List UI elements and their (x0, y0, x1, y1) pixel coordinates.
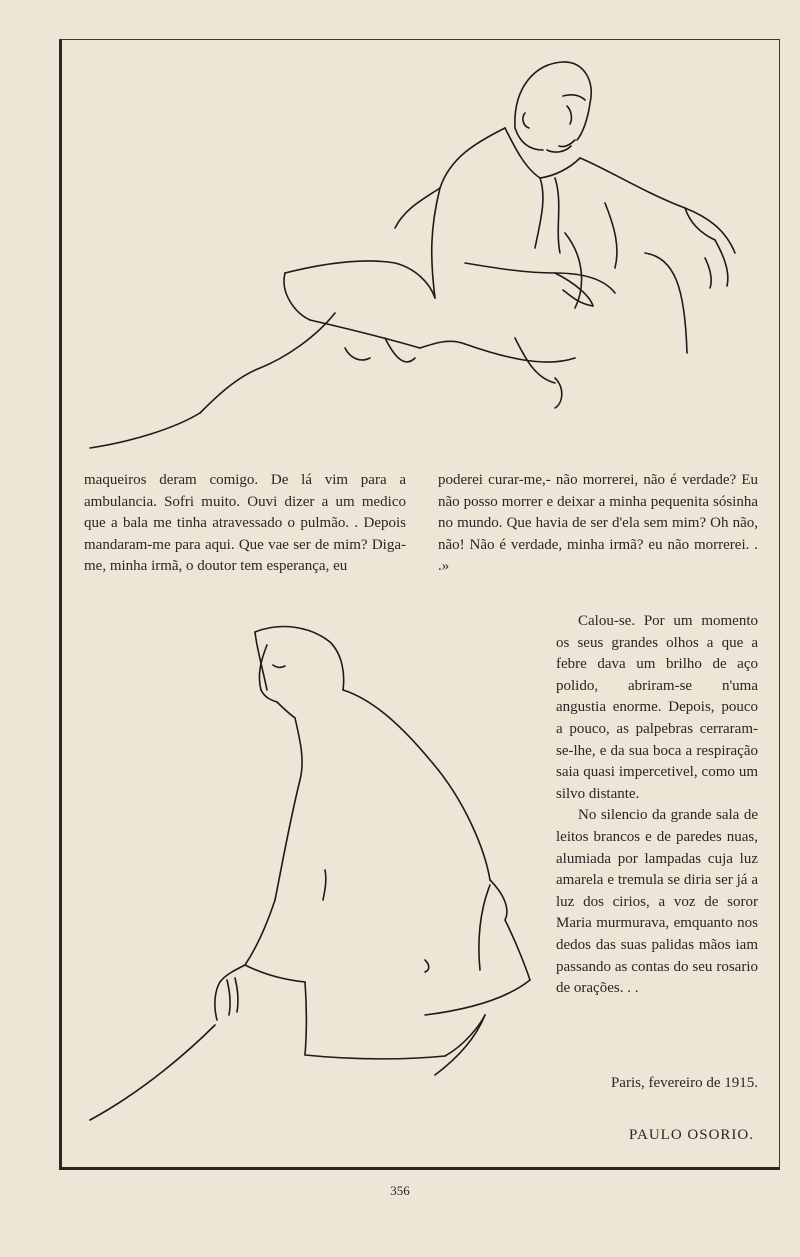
article-column-left (84, 470, 406, 578)
illustration-kneeling-nun (85, 620, 535, 1125)
article-column-narrow (556, 611, 758, 1000)
dateline: Paris, fevereiro de 1915. (610, 1075, 758, 1091)
article-paragraph: Calou-se. Por um momento os seus grandes olhos a que a febre dava um brilho de aço polido, abriram-se n'uma angustia enorme. Depois, pouco a pouco, as palpebras cerraram-se-lhe, e da sua boca a respiração saia quasi impercetivel, como um silvo distante. (556, 613, 758, 802)
author-signature: PAULO OSORIO. (629, 1127, 754, 1143)
page-number: 356 (390, 1183, 410, 1198)
article-column-right (438, 470, 758, 578)
article-paragraph: No silencio da grande sala de leitos brancos e de paredes nuas, alumiada por lampadas cuja luz amarela e tremula se diria ser já a luz dos cirios, a voz de soror Maria murmurava, emquanto nos dedos das suas palidas mãos iam passando as contas do seu rosario de orações. . . (556, 807, 758, 997)
article-paragraph: maqueiros deram comigo. De lá vim para a ambulancia. Sofri muito. Ouvi dizer a um medico que a bala me tinha atravessado o pulmão. . Depois mandaram-me para aqui. Que vae ser de mim? Diga-me, minha irmã, o doutor tem esperança, eu (84, 472, 406, 575)
illustration-wounded-soldier (85, 58, 745, 458)
article-paragraph: poderei curar-me,- não morrerei, não é verdade? Eu não posso morrer e deixar a minha pequenita sósinha no mundo. Que havia de ser d'ela sem mim? Oh não, não! Não é verdade, minha irmã? eu não morrerei. . .» (438, 472, 758, 575)
